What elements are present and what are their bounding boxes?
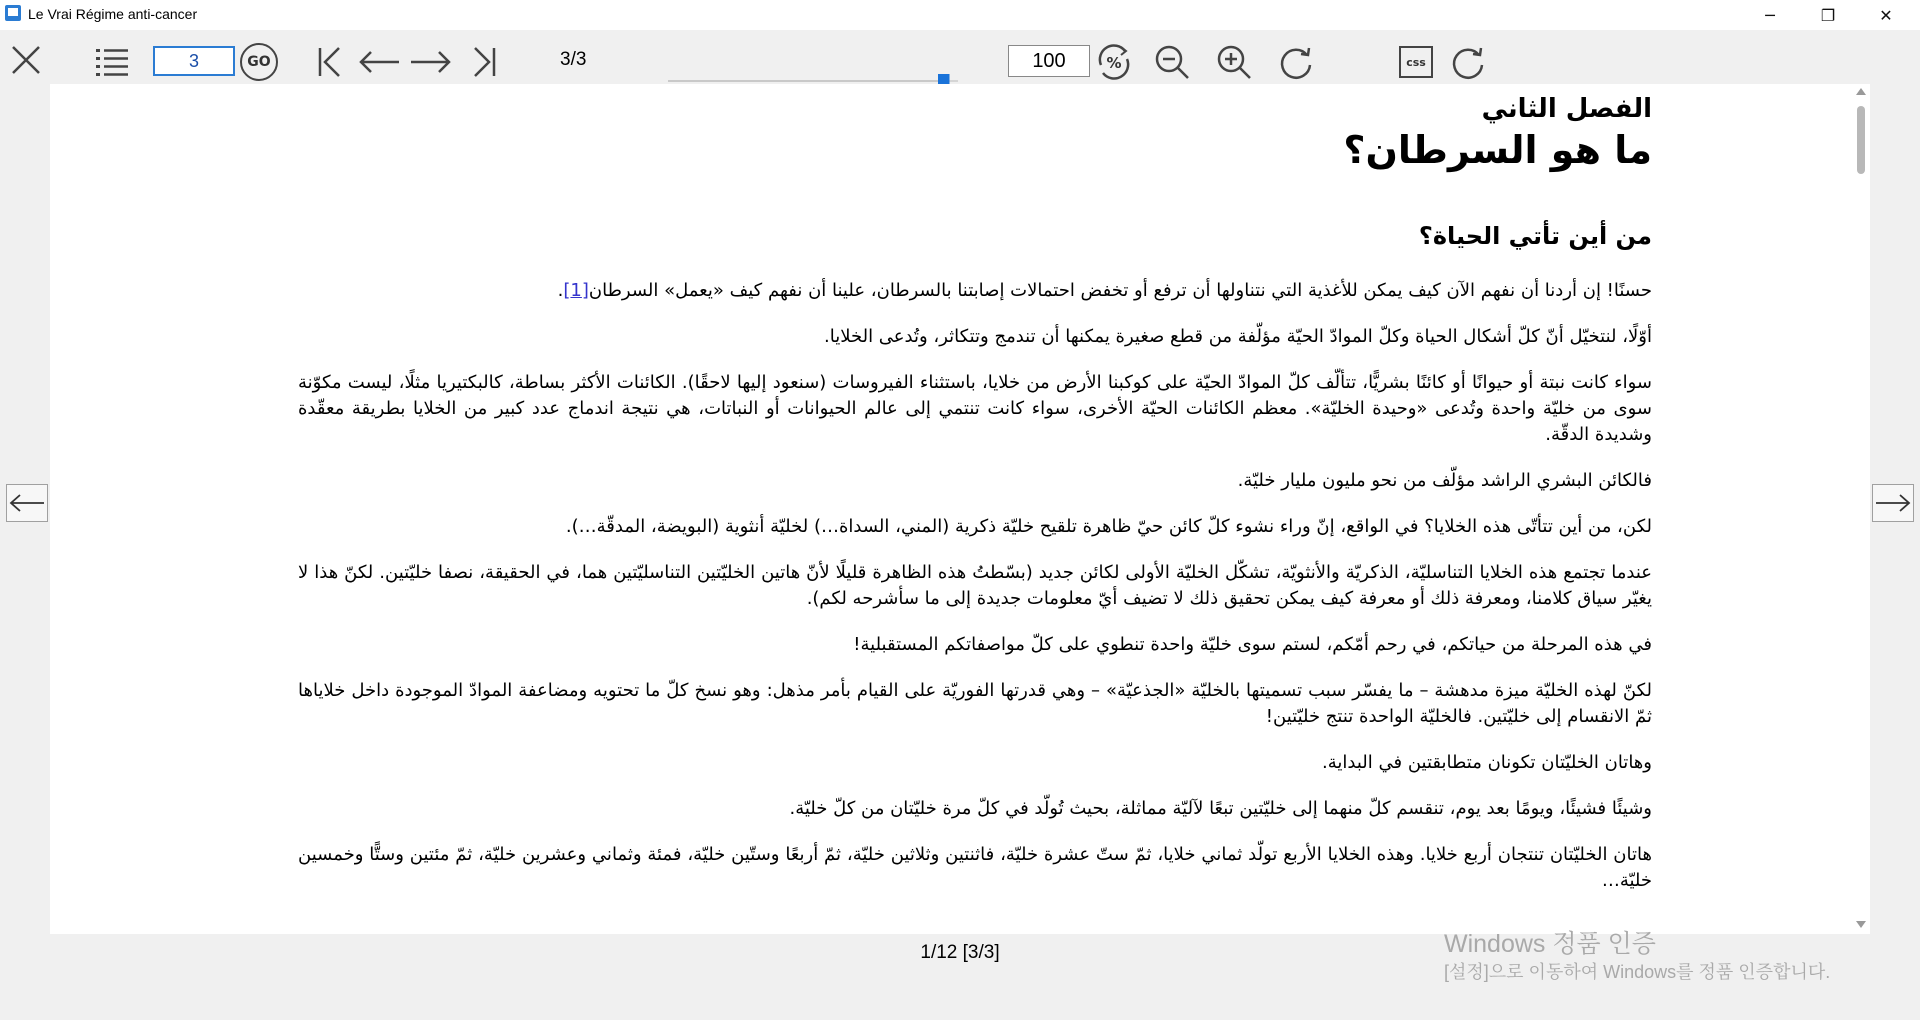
paragraph: أوّلًا، لنتخيّل أنّ كلّ أشكال الحياة وكلّ الموادّ الحيّة مؤلّفة من قطع صغيرة يمكنها أن تندمج وتتكاثر، وتُدعى الخلايا. — [824, 326, 1652, 347]
chapter-title: ما هو السرطان؟ — [1343, 128, 1652, 172]
paragraph: هاتان الخليّتان تنتجان أربع خلايا. وهذه الخلايا الأربع تولّد ثماني خلايا، ثمّ ستّ عشرة خليّة، فاثنتين وثلاثين خليّة، ثمّ أربعًا وستّين خليّة، فمئة وثماني وعشرين خليّة، ثمّ مئتين وستًّا وخمسين خليّة… — [298, 844, 1652, 891]
last-page-icon[interactable] — [466, 42, 502, 82]
scroll-up-icon[interactable] — [1856, 88, 1866, 95]
scroll-down-icon[interactable] — [1856, 921, 1866, 928]
chapter-text — [298, 84, 1652, 914]
zoom-in-icon[interactable] — [1214, 42, 1254, 82]
maximize-button[interactable]: ❐ — [1820, 5, 1836, 25]
css-style-label: css — [1406, 55, 1426, 69]
go-button[interactable] — [238, 42, 280, 82]
paragraph: حسنًا! إن أردنا أن نفهم الآن كيف يمكن للأغذية التي نتناولها أن ترفع أو تخفض احتمالات إصابتنا بالسرطان، علينا أن نفهم كيف «يعمل» السرطان[1]. — [557, 280, 1652, 301]
paragraph: فالكائن البشري الراشد مؤلّف من نحو مليون مليار خليّة. — [1237, 470, 1652, 491]
minimize-button[interactable]: ─ — [1765, 5, 1775, 25]
next-page-icon[interactable] — [408, 42, 454, 82]
paragraph: في هذه المرحلة من حياتكم، في رحم أمّكم، لستم سوى خليّة واحدة تنطوي على كلّ مواصفاتكم المستقبلية! — [853, 634, 1652, 655]
refresh-icon[interactable] — [1448, 42, 1488, 82]
zoom-slider-track[interactable] — [668, 80, 958, 82]
paragraph: وشيئًا فشيئًا، ويومًا بعد يوم، تنقسم كلّ منهما إلى خليّتين تبعًا لآليّة مماثلة، بحيث تُولّد في كلّ مرة خليّتان من كلّ خليّة. — [789, 798, 1652, 819]
book-page — [50, 84, 1870, 934]
close-book-icon[interactable] — [6, 40, 46, 80]
page-number-input[interactable] — [153, 46, 235, 76]
side-previous-page-button[interactable] — [6, 484, 48, 522]
vertical-scrollbar[interactable] — [1852, 84, 1870, 934]
zoom-percent-input[interactable] — [1008, 45, 1090, 77]
title-bar — [0, 0, 1920, 30]
window-title: Le Vrai Régime anti-cancer — [28, 6, 198, 22]
first-page-icon[interactable] — [312, 42, 348, 82]
chapter-label: الفصل الثاني — [1481, 94, 1652, 124]
toolbar — [0, 30, 1920, 84]
page-status: 1/12 [3/3] — [920, 942, 1000, 963]
css-style-icon[interactable] — [1396, 43, 1436, 81]
side-next-page-button[interactable] — [1872, 484, 1914, 522]
zoom-out-icon[interactable] — [1152, 42, 1192, 82]
svg-text:%: % — [1106, 54, 1122, 72]
activation-watermark-title: Windows 정품 인증 — [1444, 930, 1656, 958]
footnote-link[interactable]: [1] — [563, 280, 589, 301]
paragraph: لكنّ لهذه الخليّة ميزة مدهشة – ما يفسّر سبب تسميتها بالخليّة «الجذعيّة» – وهي قدرتها الفوريّة على القيام بأمر مذهل: وهو نسخ كلّ ما تحتويه ومضاعفة الموادّ الموجودة داخل خلاياها ثمّ الانقسام إلى خليّتين. فالخليّة الواحدة تنتج خليّتين! — [298, 680, 1652, 727]
left-arrow-icon — [8, 492, 46, 514]
right-arrow-icon — [1874, 492, 1912, 514]
go-button-label: GO — [247, 54, 271, 70]
scrollbar-thumb[interactable] — [1857, 106, 1865, 174]
table-of-contents-icon[interactable] — [92, 42, 132, 82]
activation-watermark-text: [설정]으로 이동하여 Windows를 정품 인증합니다. — [1444, 962, 1831, 982]
paragraph: لكن، من أين تتأتّى هذه الخلايا؟ في الواقع، إنّ وراء نشوء كلّ كائن حيّ ظاهرة تلقيح خليّة ذكرية (المني، السداة…) لخليّة أنثوية (البويضة، المدقّة…). — [565, 516, 1652, 537]
close-window-button[interactable]: ✕ — [1879, 5, 1893, 25]
paragraph: سواء كانت نبتة أو حيوانًا أو كائنًا بشريًّا، تتألّف كلّ الموادّ الحيّة على كوكبنا الأرض من خلايا، باستثناء الفيروسات (سنعود إليها لاحقًا). الكائنات الأكثر بساطة، كالبكتيريا مثلًا، ليست مكوّنة سوى من خليّة واحدة وتُدعى «وحيدة الخليّة». معظم الكائنات الحيّة الأخرى، سواء كانت تنتمي إلى عالم الحيوانات أو النباتات، هي نتيجة اندماج عدد كبير من الخلايا بطريقة معقّدة وشديدة الدقّة. — [298, 372, 1652, 445]
fit-percent-icon[interactable] — [1094, 42, 1134, 82]
paragraph: وهاتان الخليّتان تكونان متطابقتين في البداية. — [1322, 752, 1652, 773]
section-title: من أين تأتي الحياة؟ — [1418, 222, 1652, 250]
paragraph: عندما تجتمع هذه الخلايا التناسليّة، الذكريّة والأنثويّة، تشكّل الخليّة الأولى لكائن جديد (بسّطتُ هذه الظاهرة قليلًا لأنّ هاتين الخليّتين التناسليّتين هما، في الحقيقة، نصفا خليّتين. لكنّ هذا لا يغيّر سياق كلامنا، ومعرفة ذلك أو معرفة كيف يمكن تحقيق ذلك لا تضيف أيّ معلومات جديدة إلى ما سأشرحه لكم). — [298, 562, 1652, 609]
previous-page-icon[interactable] — [356, 42, 402, 82]
page-count: 3/3 — [560, 49, 587, 70]
rotate-icon[interactable] — [1276, 42, 1316, 82]
app-icon — [5, 5, 21, 21]
